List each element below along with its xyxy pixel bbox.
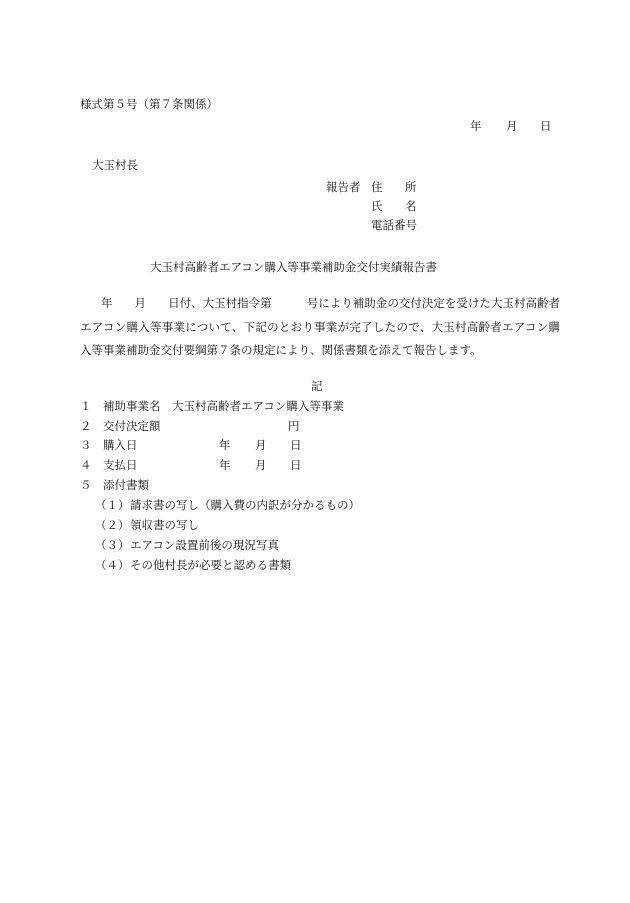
item-day: 日	[290, 438, 302, 452]
body-rest: 号により補助金の交付決定を受けた大玉村高齢者エアコン購入等事業について、下記のとおり事業が完了したので、大玉村高齢者エアコン購入等事業補助金交付要綱第７条の規定により、関係書類を添えて報告します。	[80, 296, 561, 357]
attachment-number: （３）	[95, 538, 130, 552]
item-number: ３	[80, 438, 92, 452]
item-day: 日	[290, 458, 302, 472]
attachment-text: 領収書の写し	[130, 518, 199, 532]
attachment-text: その他村長が必要と認める書類	[130, 558, 291, 572]
body-paragraph	[80, 292, 560, 363]
item-label: 購入日	[103, 438, 138, 452]
date-month: 月	[506, 119, 518, 133]
attachment-number: （２）	[95, 518, 130, 532]
date-day: 日	[540, 119, 552, 133]
item-number: ２	[80, 419, 92, 433]
attachment-number: （１）	[95, 498, 130, 512]
item-label: 交付決定額	[103, 419, 161, 433]
item-value: 円	[288, 419, 300, 433]
date-year: 年	[470, 119, 482, 133]
attachment-text: エアコン設置前後の現況写真	[130, 538, 279, 552]
item-label: 補助事業名	[103, 399, 161, 413]
item-number: ５	[80, 478, 92, 492]
item-year: 年	[219, 458, 231, 472]
body-month: 月	[134, 296, 147, 310]
body-day-ref: 日付、大玉村指令第	[168, 296, 272, 310]
attachment-number: （４）	[95, 558, 130, 572]
attachment-text: 請求書の写し（購入費の内訳が分かるもの）	[130, 498, 360, 512]
body-year: 年	[101, 296, 113, 310]
reporter-label: 報告者	[326, 180, 361, 194]
item-number: ４	[80, 458, 92, 472]
phone-label: 電話番号	[371, 218, 417, 232]
item-label: 添付書類	[103, 478, 149, 492]
item-value: 大玉村高齢者エアコン購入等事業	[172, 399, 344, 413]
addressee: 大玉村長	[92, 158, 138, 172]
item-number: １	[80, 399, 92, 413]
address-label-1: 住	[371, 180, 383, 194]
item-month: 月	[255, 458, 267, 472]
item-year: 年	[219, 438, 231, 452]
document-title: 大玉村高齢者エアコン購入等事業補助金交付実績報告書	[150, 260, 437, 274]
name-label-1: 氏	[371, 199, 383, 213]
ki-heading: 記	[311, 379, 323, 393]
item-month: 月	[255, 438, 267, 452]
address-label-2: 所	[405, 180, 417, 194]
item-label: 支払日	[103, 458, 138, 472]
name-label-2: 名	[405, 199, 417, 213]
form-number: 様式第５号（第７条関係）	[80, 97, 218, 111]
